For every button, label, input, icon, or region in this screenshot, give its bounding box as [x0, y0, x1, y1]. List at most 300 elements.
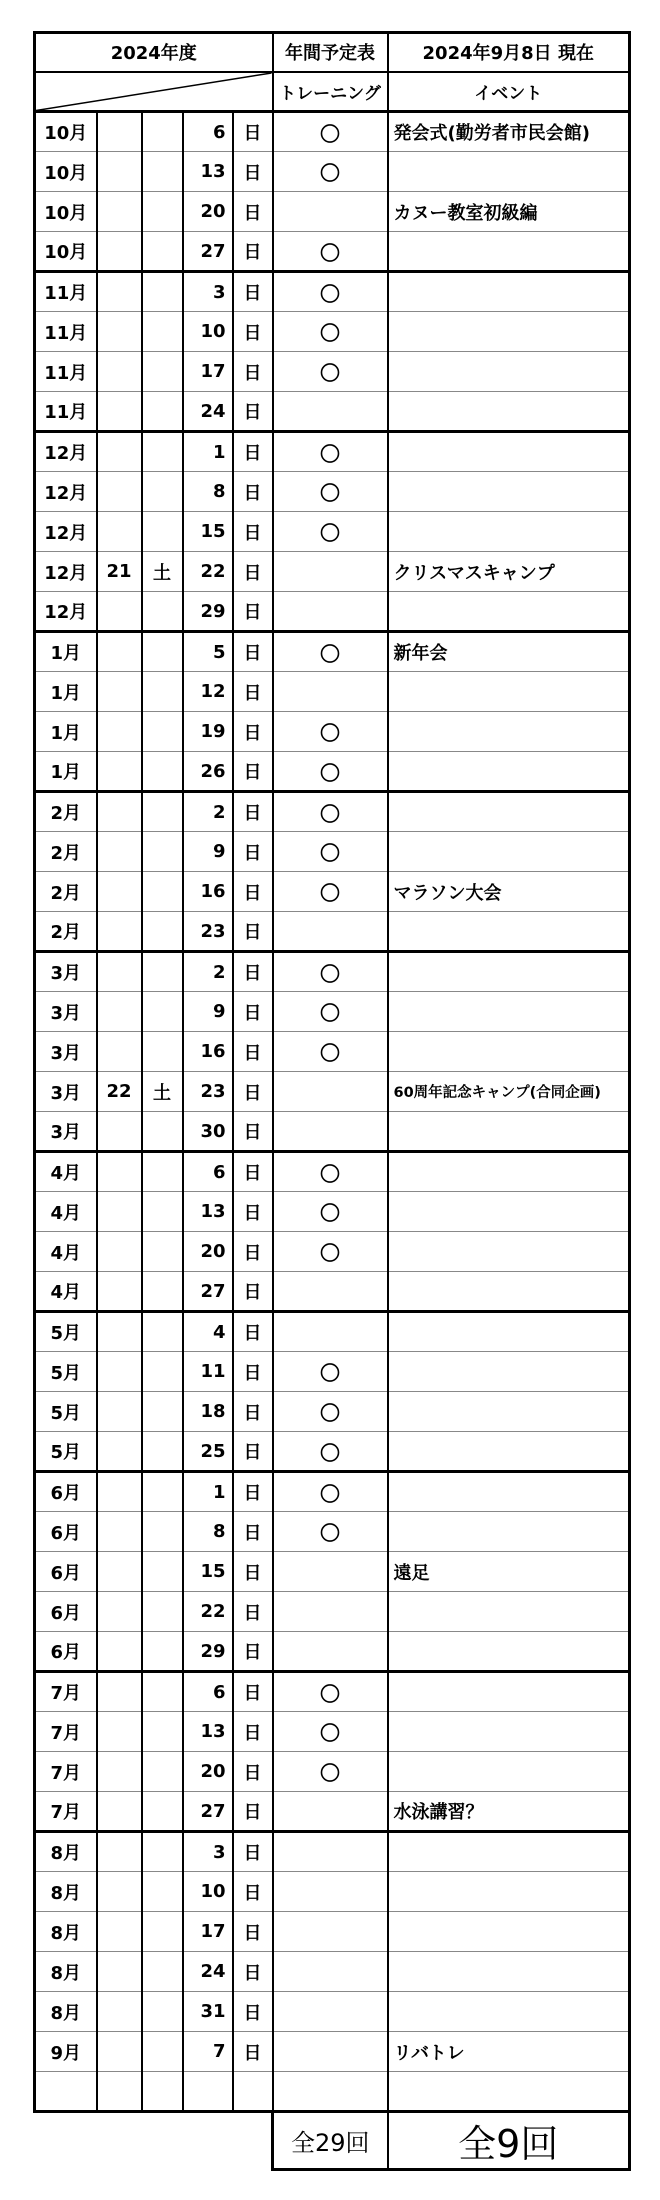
- table-row: [35, 1152, 630, 1192]
- month-cell: 5月: [35, 1352, 97, 1392]
- day-cell: 2: [183, 792, 233, 832]
- table-row: [35, 632, 630, 672]
- event-cell: カヌー教室初級編: [388, 192, 630, 232]
- day-cell: 29: [183, 1632, 233, 1672]
- table-row: [35, 312, 630, 352]
- table-row: [35, 992, 630, 1032]
- day-cell: 27: [183, 232, 233, 272]
- training-mark-cell: 〇: [273, 712, 388, 752]
- blank-cell: [97, 2072, 142, 2112]
- training-mark-cell: [273, 592, 388, 632]
- table-row: [35, 1752, 630, 1792]
- weekday-cell: 日: [233, 1992, 273, 2032]
- event-cell: [388, 512, 630, 552]
- event-cell: [388, 1472, 630, 1512]
- saturday-weekday-cell: [142, 152, 183, 192]
- saturday-date-cell: [97, 592, 142, 632]
- saturday-weekday-cell: [142, 192, 183, 232]
- event-cell: [388, 1032, 630, 1072]
- event-cell: [388, 1312, 630, 1352]
- day-cell: 3: [183, 272, 233, 312]
- table-row: [35, 1312, 630, 1352]
- month-cell: 11月: [35, 312, 97, 352]
- weekday-cell: 日: [233, 752, 273, 792]
- table-row: [35, 1592, 630, 1632]
- table-row: [35, 1352, 630, 1392]
- training-mark-cell: 〇: [273, 1192, 388, 1232]
- training-mark-cell: [273, 1872, 388, 1912]
- training-mark-cell: 〇: [273, 1672, 388, 1712]
- table-row: [35, 1512, 630, 1552]
- day-cell: 24: [183, 1952, 233, 1992]
- training-mark-cell: 〇: [273, 1352, 388, 1392]
- day-cell: 23: [183, 1072, 233, 1112]
- saturday-weekday-cell: [142, 1832, 183, 1872]
- day-cell: 1: [183, 432, 233, 472]
- weekday-cell: 日: [233, 1632, 273, 1672]
- training-mark-cell: 〇: [273, 1712, 388, 1752]
- day-cell: 10: [183, 1872, 233, 1912]
- day-cell: 9: [183, 832, 233, 872]
- weekday-cell: 日: [233, 1352, 273, 1392]
- weekday-cell: 日: [233, 1392, 273, 1432]
- event-cell: [388, 432, 630, 472]
- table-row: [35, 1552, 630, 1592]
- weekday-cell: 日: [233, 1072, 273, 1112]
- table-row: [35, 712, 630, 752]
- table-row: [35, 512, 630, 552]
- training-mark-cell: 〇: [273, 1512, 388, 1552]
- saturday-weekday-cell: [142, 792, 183, 832]
- month-cell: 1月: [35, 632, 97, 672]
- table-row: [35, 392, 630, 432]
- day-cell: 8: [183, 472, 233, 512]
- training-mark-cell: 〇: [273, 632, 388, 672]
- event-cell: [388, 232, 630, 272]
- table-row: [35, 1072, 630, 1112]
- training-mark-cell: 〇: [273, 352, 388, 392]
- saturday-weekday-cell: [142, 872, 183, 912]
- saturday-weekday-cell: [142, 472, 183, 512]
- training-mark-cell: 〇: [273, 752, 388, 792]
- saturday-date-cell: [97, 1632, 142, 1672]
- day-cell: 7: [183, 2032, 233, 2072]
- table-row: [35, 672, 630, 712]
- blank-cell: [142, 2072, 183, 2112]
- day-cell: 19: [183, 712, 233, 752]
- month-cell: 1月: [35, 672, 97, 712]
- month-cell: 4月: [35, 1192, 97, 1232]
- saturday-date-cell: [97, 872, 142, 912]
- saturday-date-cell: [97, 1832, 142, 1872]
- month-cell: 5月: [35, 1392, 97, 1432]
- training-mark-cell: 〇: [273, 832, 388, 872]
- weekday-cell: 日: [233, 432, 273, 472]
- weekday-cell: 日: [233, 1192, 273, 1232]
- month-cell: 7月: [35, 1792, 97, 1832]
- training-mark-cell: 〇: [273, 312, 388, 352]
- saturday-date-cell: [97, 152, 142, 192]
- month-cell: 8月: [35, 1872, 97, 1912]
- day-cell: 16: [183, 1032, 233, 1072]
- training-mark-cell: [273, 392, 388, 432]
- day-cell: 15: [183, 1552, 233, 1592]
- event-cell: [388, 1912, 630, 1952]
- saturday-date-cell: [97, 1272, 142, 1312]
- saturday-weekday-cell: [142, 912, 183, 952]
- table-row: [35, 1672, 630, 1712]
- event-cell: [388, 712, 630, 752]
- day-cell: 27: [183, 1792, 233, 1832]
- saturday-date-cell: [97, 1672, 142, 1712]
- month-cell: 12月: [35, 592, 97, 632]
- weekday-cell: 日: [233, 1912, 273, 1952]
- saturday-weekday-cell: [142, 1552, 183, 1592]
- training-mark-cell: [273, 1832, 388, 1872]
- event-cell: [388, 472, 630, 512]
- event-cell: [388, 832, 630, 872]
- event-cell: 水泳講習？: [388, 1792, 630, 1832]
- training-mark-cell: 〇: [273, 512, 388, 552]
- saturday-weekday-cell: [142, 1432, 183, 1472]
- day-cell: 20: [183, 1752, 233, 1792]
- month-cell: 7月: [35, 1752, 97, 1792]
- event-cell: [388, 1752, 630, 1792]
- day-cell: 9: [183, 992, 233, 1032]
- saturday-weekday-cell: [142, 432, 183, 472]
- saturday-date-cell: [97, 272, 142, 312]
- month-cell: 12月: [35, 512, 97, 552]
- training-mark-cell: 〇: [273, 1152, 388, 1192]
- saturday-weekday-cell: [142, 392, 183, 432]
- weekday-cell: 日: [233, 1272, 273, 1312]
- saturday-weekday-cell: 土: [142, 552, 183, 592]
- event-cell: [388, 1352, 630, 1392]
- month-cell: 2月: [35, 832, 97, 872]
- month-cell: 8月: [35, 1832, 97, 1872]
- as-of-date: 2024年9月8日 現在: [388, 33, 630, 72]
- training-total: 全29回: [273, 2112, 388, 2170]
- weekday-cell: 日: [233, 112, 273, 152]
- blank-cell: [233, 2072, 273, 2112]
- saturday-date-cell: [97, 1592, 142, 1632]
- weekday-cell: 日: [233, 1152, 273, 1192]
- day-cell: 30: [183, 1112, 233, 1152]
- day-cell: 13: [183, 1192, 233, 1232]
- saturday-weekday-cell: [142, 1472, 183, 1512]
- event-cell: リバトレ: [388, 2032, 630, 2072]
- saturday-date-cell: [97, 672, 142, 712]
- saturday-date-cell: [97, 432, 142, 472]
- event-cell: [388, 1872, 630, 1912]
- weekday-cell: 日: [233, 1792, 273, 1832]
- weekday-cell: 日: [233, 632, 273, 672]
- day-cell: 25: [183, 1432, 233, 1472]
- month-cell: 10月: [35, 192, 97, 232]
- month-cell: 7月: [35, 1672, 97, 1712]
- saturday-weekday-cell: [142, 1512, 183, 1552]
- table-row: [35, 232, 630, 272]
- month-cell: 10月: [35, 112, 97, 152]
- day-cell: 29: [183, 592, 233, 632]
- event-cell: [388, 992, 630, 1032]
- month-cell: 1月: [35, 712, 97, 752]
- annual-schedule-table: [33, 31, 631, 2171]
- weekday-cell: 日: [233, 232, 273, 272]
- saturday-date-cell: [97, 1232, 142, 1272]
- month-cell: 6月: [35, 1512, 97, 1552]
- event-cell: [388, 952, 630, 992]
- training-column-header: トレーニング: [273, 72, 388, 112]
- month-cell: 12月: [35, 432, 97, 472]
- table-row: [35, 952, 630, 992]
- month-cell: 11月: [35, 352, 97, 392]
- table-row: [35, 792, 630, 832]
- day-cell: 6: [183, 112, 233, 152]
- day-cell: 27: [183, 1272, 233, 1312]
- month-cell: 2月: [35, 872, 97, 912]
- saturday-date-cell: 22: [97, 1072, 142, 1112]
- weekday-cell: 日: [233, 1552, 273, 1592]
- event-column-header: イベント: [388, 72, 630, 112]
- saturday-weekday-cell: [142, 1592, 183, 1632]
- training-mark-cell: [273, 912, 388, 952]
- event-cell: [388, 1432, 630, 1472]
- month-cell: 3月: [35, 952, 97, 992]
- training-mark-cell: [273, 1312, 388, 1352]
- day-cell: 26: [183, 752, 233, 792]
- event-total: 全9回: [388, 2112, 630, 2170]
- event-cell: [388, 312, 630, 352]
- day-cell: 20: [183, 192, 233, 232]
- table-row: [35, 1192, 630, 1232]
- table-row: [35, 1832, 630, 1872]
- table-row: [35, 912, 630, 952]
- weekday-cell: 日: [233, 552, 273, 592]
- event-cell: [388, 352, 630, 392]
- training-mark-cell: 〇: [273, 1032, 388, 1072]
- column-header-row: [35, 72, 630, 112]
- event-cell: [388, 1392, 630, 1432]
- diagonal-corner-cell: [35, 72, 273, 112]
- month-cell: 10月: [35, 232, 97, 272]
- month-cell: 12月: [35, 552, 97, 592]
- training-mark-cell: 〇: [273, 1432, 388, 1472]
- event-cell: [388, 392, 630, 432]
- table-row: [35, 272, 630, 312]
- table-row: [35, 112, 630, 152]
- month-cell: 3月: [35, 1032, 97, 1072]
- day-cell: 1: [183, 1472, 233, 1512]
- table-row: [35, 1432, 630, 1472]
- saturday-weekday-cell: [142, 1672, 183, 1712]
- weekday-cell: 日: [233, 592, 273, 632]
- saturday-weekday-cell: [142, 1112, 183, 1152]
- month-cell: 4月: [35, 1272, 97, 1312]
- saturday-date-cell: [97, 1112, 142, 1152]
- training-mark-cell: [273, 1952, 388, 1992]
- saturday-date-cell: [97, 1032, 142, 1072]
- saturday-date-cell: [97, 1752, 142, 1792]
- month-cell: 2月: [35, 912, 97, 952]
- saturday-weekday-cell: [142, 2032, 183, 2072]
- month-cell: 7月: [35, 1712, 97, 1752]
- saturday-date-cell: [97, 792, 142, 832]
- saturday-weekday-cell: [142, 952, 183, 992]
- training-mark-cell: [273, 1592, 388, 1632]
- saturday-date-cell: [97, 632, 142, 672]
- saturday-weekday-cell: [142, 232, 183, 272]
- saturday-date-cell: [97, 1992, 142, 2032]
- training-mark-cell: 〇: [273, 272, 388, 312]
- day-cell: 6: [183, 1672, 233, 1712]
- saturday-date-cell: [97, 992, 142, 1032]
- day-cell: 12: [183, 672, 233, 712]
- weekday-cell: 日: [233, 1432, 273, 1472]
- event-cell: [388, 752, 630, 792]
- table-row: [35, 592, 630, 632]
- weekday-cell: 日: [233, 912, 273, 952]
- day-cell: 23: [183, 912, 233, 952]
- weekday-cell: 日: [233, 1672, 273, 1712]
- table-row: [35, 1472, 630, 1512]
- saturday-date-cell: [97, 1712, 142, 1752]
- event-cell: [388, 1672, 630, 1712]
- weekday-cell: 日: [233, 1592, 273, 1632]
- day-cell: 22: [183, 1592, 233, 1632]
- weekday-cell: 日: [233, 1512, 273, 1552]
- table-row: [35, 1272, 630, 1312]
- day-cell: 4: [183, 1312, 233, 1352]
- saturday-weekday-cell: [142, 512, 183, 552]
- month-cell: 3月: [35, 992, 97, 1032]
- event-cell: [388, 1192, 630, 1232]
- month-cell: 6月: [35, 1552, 97, 1592]
- day-cell: 13: [183, 1712, 233, 1752]
- saturday-weekday-cell: [142, 672, 183, 712]
- saturday-weekday-cell: [142, 1032, 183, 1072]
- saturday-date-cell: [97, 352, 142, 392]
- schedule-title: 年間予定表: [273, 33, 388, 72]
- training-mark-cell: [273, 1072, 388, 1112]
- table-row: [35, 872, 630, 912]
- saturday-weekday-cell: [142, 1992, 183, 2032]
- saturday-weekday-cell: [142, 1352, 183, 1392]
- month-cell: 10月: [35, 152, 97, 192]
- training-mark-cell: 〇: [273, 1392, 388, 1432]
- month-cell: 8月: [35, 1912, 97, 1952]
- event-cell: 新年会: [388, 632, 630, 672]
- event-cell: 発会式(勤労者市民会館): [388, 112, 630, 152]
- weekday-cell: 日: [233, 512, 273, 552]
- day-cell: 17: [183, 352, 233, 392]
- saturday-date-cell: 21: [97, 552, 142, 592]
- training-mark-cell: [273, 1632, 388, 1672]
- saturday-date-cell: [97, 1512, 142, 1552]
- saturday-date-cell: [97, 952, 142, 992]
- weekday-cell: 日: [233, 672, 273, 712]
- weekday-cell: 日: [233, 832, 273, 872]
- weekday-cell: 日: [233, 1872, 273, 1912]
- month-cell: 8月: [35, 1952, 97, 1992]
- day-cell: 24: [183, 392, 233, 432]
- weekday-cell: 日: [233, 2032, 273, 2072]
- event-cell: [388, 912, 630, 952]
- event-cell: [388, 1992, 630, 2032]
- event-cell: [388, 672, 630, 712]
- day-cell: 16: [183, 872, 233, 912]
- saturday-date-cell: [97, 1872, 142, 1912]
- month-cell: 9月: [35, 2032, 97, 2072]
- weekday-cell: 日: [233, 352, 273, 392]
- table-row: [35, 1712, 630, 1752]
- table-row: [35, 1232, 630, 1272]
- training-mark-cell: [273, 1272, 388, 1312]
- weekday-cell: 日: [233, 312, 273, 352]
- weekday-cell: 日: [233, 192, 273, 232]
- table-row: [35, 352, 630, 392]
- saturday-date-cell: [97, 1952, 142, 1992]
- month-cell: 6月: [35, 1472, 97, 1512]
- day-cell: 10: [183, 312, 233, 352]
- event-cell: [388, 592, 630, 632]
- table-row: [35, 752, 630, 792]
- weekday-cell: 日: [233, 1232, 273, 1272]
- training-mark-cell: 〇: [273, 432, 388, 472]
- day-cell: 13: [183, 152, 233, 192]
- training-mark-cell: 〇: [273, 992, 388, 1032]
- saturday-date-cell: [97, 512, 142, 552]
- saturday-date-cell: [97, 1192, 142, 1232]
- saturday-date-cell: [97, 712, 142, 752]
- table-row: [35, 1912, 630, 1952]
- weekday-cell: 日: [233, 1472, 273, 1512]
- event-cell: [388, 1592, 630, 1632]
- weekday-cell: 日: [233, 1752, 273, 1792]
- month-cell: 6月: [35, 1632, 97, 1672]
- training-mark-cell: 〇: [273, 112, 388, 152]
- saturday-weekday-cell: [142, 1192, 183, 1232]
- day-cell: 20: [183, 1232, 233, 1272]
- saturday-date-cell: [97, 832, 142, 872]
- month-cell: 2月: [35, 792, 97, 832]
- saturday-weekday-cell: [142, 1152, 183, 1192]
- day-cell: 22: [183, 552, 233, 592]
- day-cell: 3: [183, 1832, 233, 1872]
- weekday-cell: 日: [233, 1312, 273, 1352]
- training-mark-cell: 〇: [273, 792, 388, 832]
- event-cell: [388, 1272, 630, 1312]
- table-row: [35, 832, 630, 872]
- weekday-cell: 日: [233, 792, 273, 832]
- table-row: [35, 1872, 630, 1912]
- saturday-date-cell: [97, 1912, 142, 1952]
- table-row: [35, 152, 630, 192]
- month-cell: 3月: [35, 1072, 97, 1112]
- table-row: [35, 1952, 630, 1992]
- training-mark-cell: [273, 1112, 388, 1152]
- day-cell: 18: [183, 1392, 233, 1432]
- table-row: [35, 552, 630, 592]
- saturday-date-cell: [97, 752, 142, 792]
- table-row: [35, 1792, 630, 1832]
- weekday-cell: 日: [233, 1952, 273, 1992]
- saturday-date-cell: [97, 112, 142, 152]
- saturday-date-cell: [97, 1552, 142, 1592]
- saturday-date-cell: [97, 1792, 142, 1832]
- saturday-weekday-cell: [142, 1632, 183, 1672]
- event-cell: [388, 1152, 630, 1192]
